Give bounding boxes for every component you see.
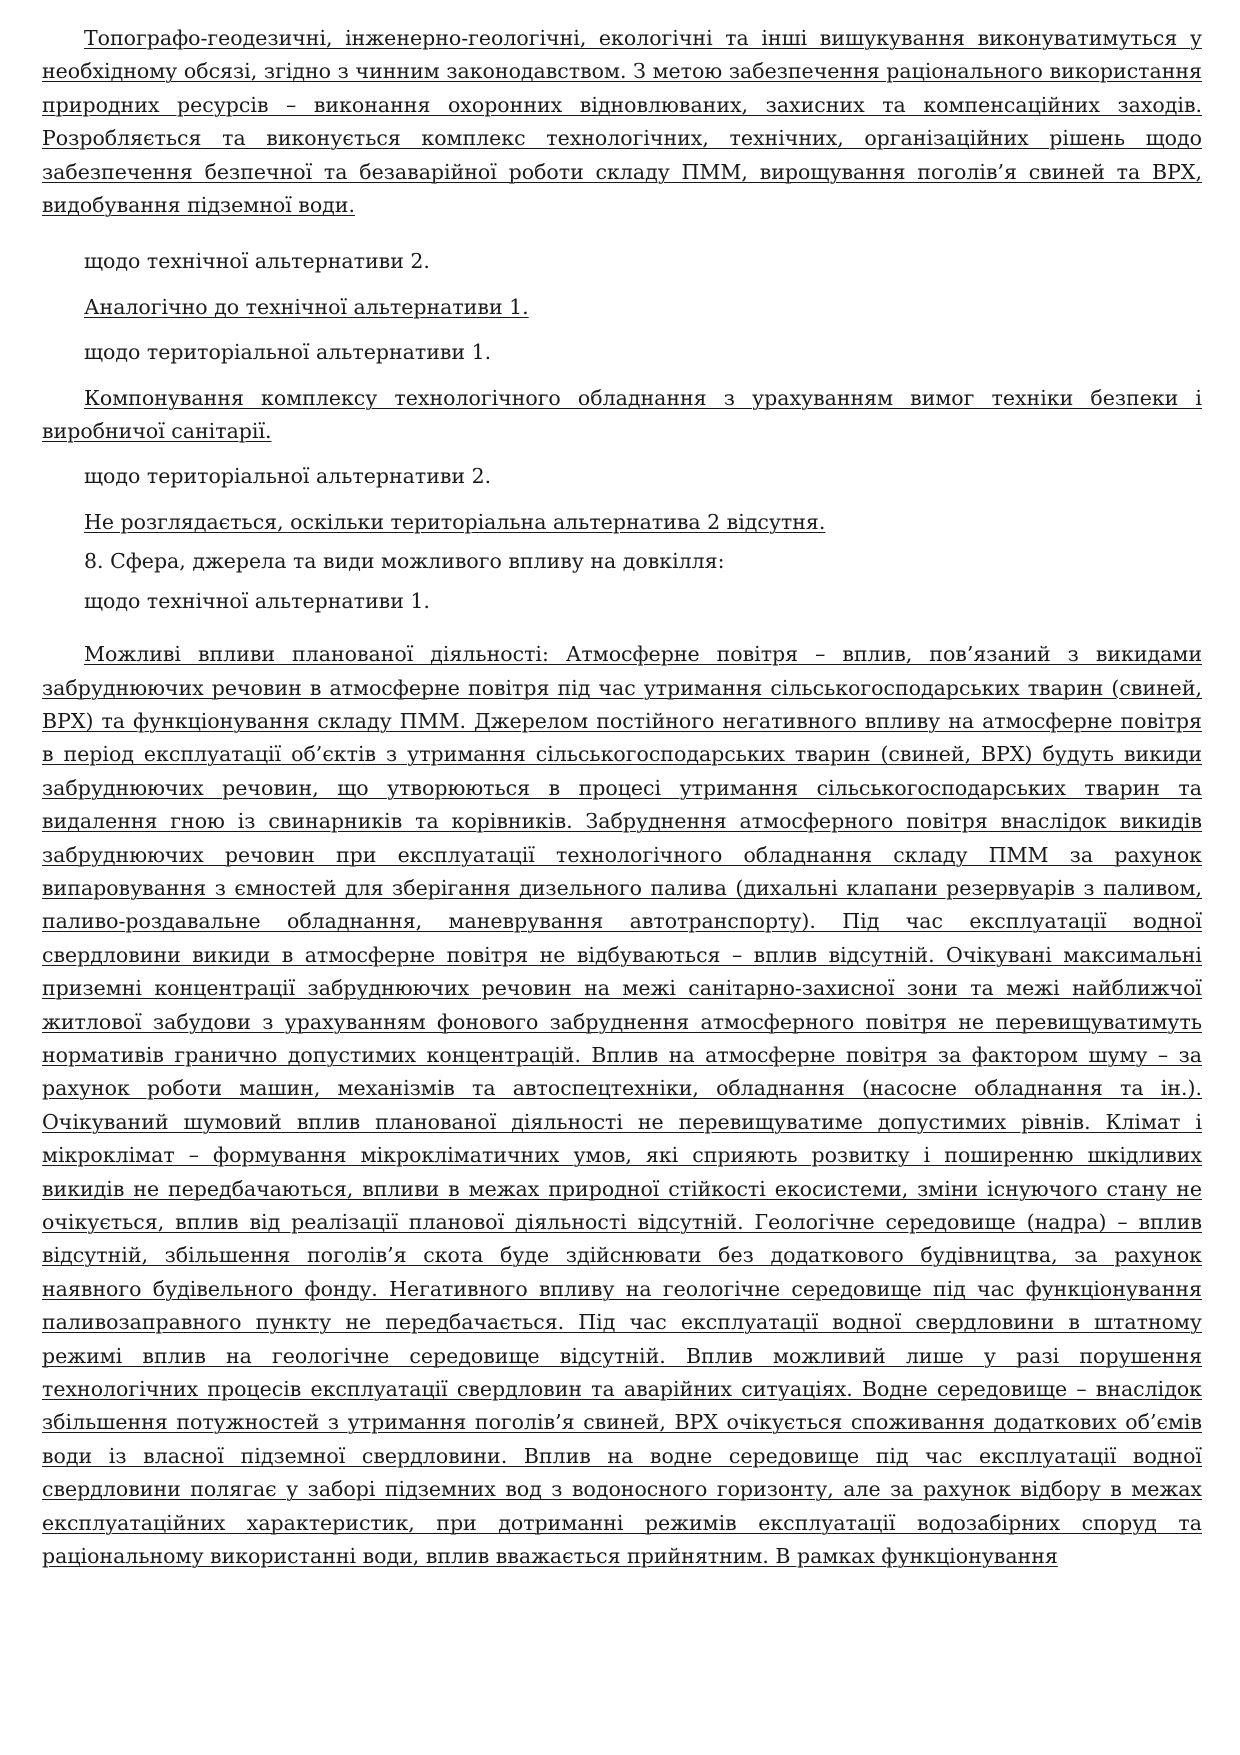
document-page	[42, 22, 1202, 1573]
heading-territorial-alternative-1: щодо територіальної альтернативи 1.	[84, 340, 492, 365]
paragraph-surveys: Топографо-геодезичні, інженерно-геологічні, екологічні та інші вишукування виконуватимуться у необхідному обсязі, згідно з чинним законодавством. З метою забезпечення раціонального використання природних ресурсів – виконання охоронних відновлюваних, захисних та компенсаційних заходів. Розробляється та виконується комплекс технологічних, технічних, організаційних рішень щодо забезпечення безпечної та безаварійної роботи складу ПММ, вирощування поголів’я свиней та ВРХ, видобування підземної води.	[42, 26, 1202, 218]
paragraph-territorial-alternative-2: Не розглядається, оскільки територіальна альтернатива 2 відсутня.	[84, 509, 826, 534]
paragraph-possible-impacts: Можливі впливи планованої діяльності: Атмосферне повітря – вплив, пов’язаний з викидами забруднюючих речовин в атмосферне повітря під час утримання сільськогосподарських тварин (свиней, ВРХ) та функціонування складу ПММ. Джерелом постійного негативного впливу на атмосферне повітря в період експлуатації об’єктів з утримання сільськогосподарських тварин (свиней, ВРХ) будуть викиди забруднюючих речовин, що утворюються в процесі утримання сільськогосподарських тварин та видалення гною із свинарників та корівників. Забруднення атмосферного повітря внаслідок викидів забруднюючих речовин при експлуатації технологічного обладнання складу ПММ за рахунок випаровування з ємностей для зберігання дизельного палива (дихальні клапани резервуарів з паливом, паливо-роздавальне обладнання, маневрування автотранспорту). Під час експлуатації водної свердловини викиди в атмосферне повітря не відбуваються – вплив відсутній. Очікувані максимальні приземні концентрації забруднюючих речовин на межі санітарно-захисної зони та межі найближчої житлової забудови з урахуванням фонового забруднення атмосферного повітря не перевищуватимуть нормативів гранично допустимих концентрацій. Вплив на атмосферне повітря за фактором шуму – за рахунок роботи машин, механізмів та автоспецтехніки, обладнання (насосне обладнання та ін.). Очікуваний шумовий вплив планованої діяльності не перевищуватиме допустимих рівнів. Клімат і мікроклімат – формування мікрокліматичних умов, які сприяють розвитку і поширенню шкідливих викидів не передбачаються, впливи в межах природної стійкості екосистеми, зміни існуючого стану не очікується, вплив від реалізації планової діяльності відсутній. Геологічне середовище (надра) – вплив відсутній, збільшення поголів’я скота буде здійснювати без додаткового будівництва, за рахунок наявного будівельного фонду. Негативного впливу на геологічне середовище під час функціонування паливозаправного пункту не передбачається. Під час експлуатації водної свердловини в штатному режимі вплив на геологічне середовище відсутній. Вплив можливий лише у разі порушення технологічних процесів експлуатації свердловин та аварійних ситуаціях. Водне середовище – внаслідок збільшення потужностей з утримання поголів’я свиней, ВРХ очікується споживання додаткових об’ємів води із власної підземної свердловини. Вплив на водне середовище під час експлуатації водної свердловини полягає у заборі підземних вод з водоносного горизонту, але за рахунок відбору в межах експлуатаційних характеристик, при дотриманні режимів експлуатації водозабірних споруд та раціональному використанні води, вплив вважається прийнятним. В рамках функціонування	[42, 642, 1202, 1569]
paragraph-territorial-alternative-1: Компонування комплексу технологічного обладнання з урахуванням вимог техніки безпеки і виробничої санітарії.	[42, 385, 1202, 444]
paragraph-technical-alternative-2: Аналогічно до технічної альтернативи 1.	[84, 294, 529, 319]
heading-technical-alternative-1: щодо технічної альтернативи 1.	[84, 588, 430, 613]
heading-technical-alternative-2: щодо технічної альтернативи 2.	[84, 249, 430, 274]
heading-territorial-alternative-2: щодо територіальної альтернативи 2.	[84, 464, 492, 489]
section-heading-8: 8. Сфера, джерела та види можливого впливу на довкілля:	[84, 549, 725, 574]
